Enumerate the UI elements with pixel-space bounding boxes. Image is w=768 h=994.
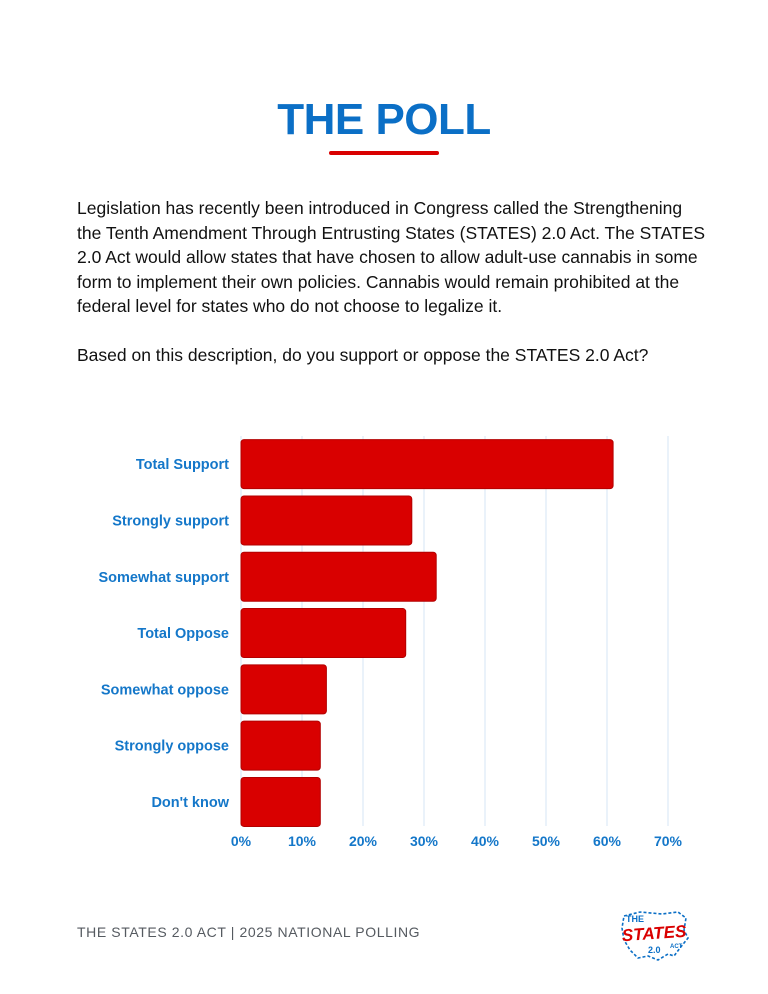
poll-bar-chart (0, 420, 768, 860)
x-tick-label: 20% (348, 833, 378, 849)
x-tick-label: 0% (230, 833, 252, 849)
footer-text: THE STATES 2.0 ACT | 2025 NATIONAL POLLING (77, 924, 421, 940)
page-title: THE POLL (277, 95, 491, 145)
x-tick-label: 60% (592, 833, 622, 849)
x-tick-label: 10% (287, 833, 317, 849)
states-act-logo (618, 906, 692, 968)
bar (241, 665, 326, 714)
logo-version-text: 2.0 (648, 945, 661, 955)
poll-question: Based on this description, do you support or oppose the STATES 2.0 Act? (77, 344, 649, 365)
category-label: Strongly support (112, 513, 229, 530)
chart-bars (241, 440, 613, 827)
category-label: Total Support (135, 457, 229, 474)
category-label: Strongly oppose (114, 738, 229, 755)
intro-text (77, 196, 707, 367)
chart-x-ticks (231, 833, 683, 849)
bar (241, 440, 613, 489)
bar (241, 496, 412, 545)
chart-category-labels (98, 457, 229, 811)
x-tick-label: 40% (470, 833, 500, 849)
bar (241, 609, 406, 658)
x-tick-label: 70% (653, 833, 683, 849)
bar (241, 721, 320, 770)
poll-description: Legislation has recently been introduced in Congress called the Strengthening the Tenth Amendment Through Entrusting States (STATES) 2.0 Act. The STATES 2.0 Act would allow states that have chosen to allow adult-use cannabis in some form to implement their own policies. Cannabis would remain prohibited at the federal level for states who do not choose to legalize it. (77, 198, 706, 316)
category-label: Total Oppose (137, 626, 229, 643)
title-underline (329, 151, 439, 155)
logo-the-text: THE (626, 914, 644, 924)
bar (241, 777, 320, 826)
logo-act-text: ACT (670, 944, 683, 950)
x-tick-label: 30% (409, 833, 439, 849)
category-label: Somewhat oppose (100, 682, 229, 699)
x-tick-label: 50% (531, 833, 561, 849)
category-label: Somewhat support (98, 569, 229, 586)
category-label: Don't know (151, 794, 229, 811)
bar (241, 552, 436, 601)
logo-states-text: STATES (621, 921, 687, 946)
